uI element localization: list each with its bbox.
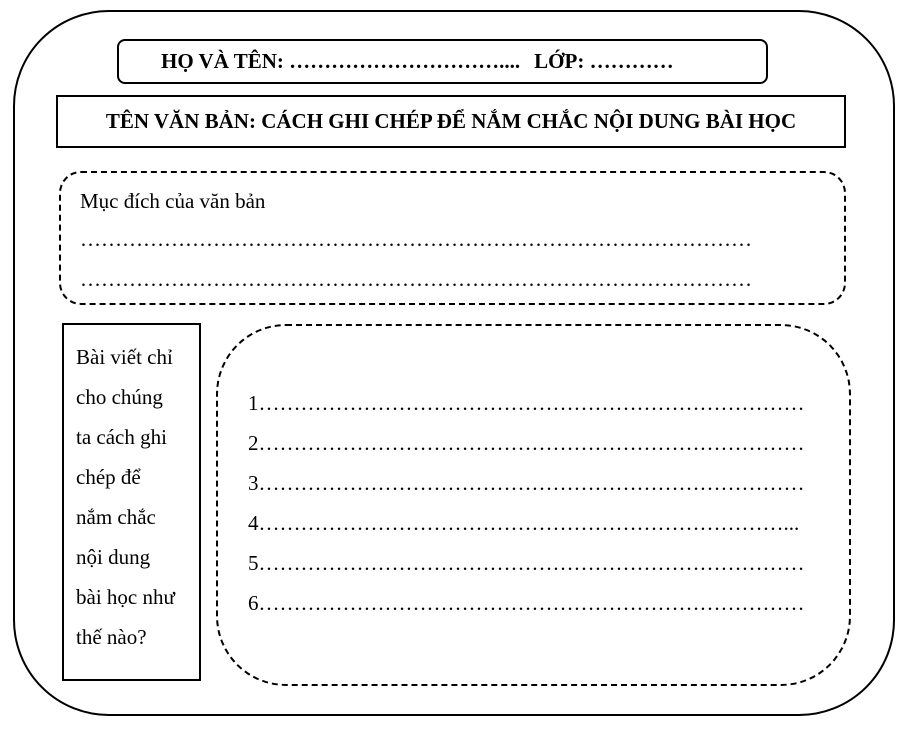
answer-line-1[interactable]: 1…………………………………………………………………… [248,391,805,415]
purpose-heading: Mục đích của văn bản [80,189,266,213]
answer-line-4[interactable]: 4…………………………………………………………………... [248,511,800,535]
text-title: TÊN VĂN BẢN: CÁCH GHI CHÉP ĐỂ NẮM CHẮC NỘI DUNG BÀI HỌC [105,109,797,133]
question-text-line: chép để [76,465,141,489]
answer-line-2[interactable]: 2…………………………………………………………………… [248,431,805,455]
text-title-box [56,95,846,148]
answer-line-3[interactable]: 3…………………………………………………………………… [248,471,805,495]
class-field-label[interactable]: LỚP: ………… [534,49,674,73]
question-text-line: Bài viết chỉ [76,345,173,369]
question-text-line: nắm chắc [76,505,156,529]
purpose-box [59,171,846,305]
name-field-label[interactable]: HỌ VÀ TÊN: ………………………….... [161,49,521,73]
question-box [62,323,201,681]
question-text-line: thế nào? [76,625,147,649]
student-info-box [117,39,768,84]
answer-line-6[interactable]: 6…………………………………………………………………… [248,591,805,615]
question-text-line: bài học như [76,585,175,609]
question-text-line: ta cách ghi [76,425,167,449]
question-text-line: nội dung [76,545,151,569]
answer-box [216,324,851,686]
purpose-answer-line[interactable]: …………………………………………………………………………………… [80,267,752,291]
answer-line-5[interactable]: 5…………………………………………………………………… [248,551,805,575]
purpose-answer-line[interactable]: …………………………………………………………………………………… [80,227,752,251]
question-text-line: cho chúng [76,385,163,409]
